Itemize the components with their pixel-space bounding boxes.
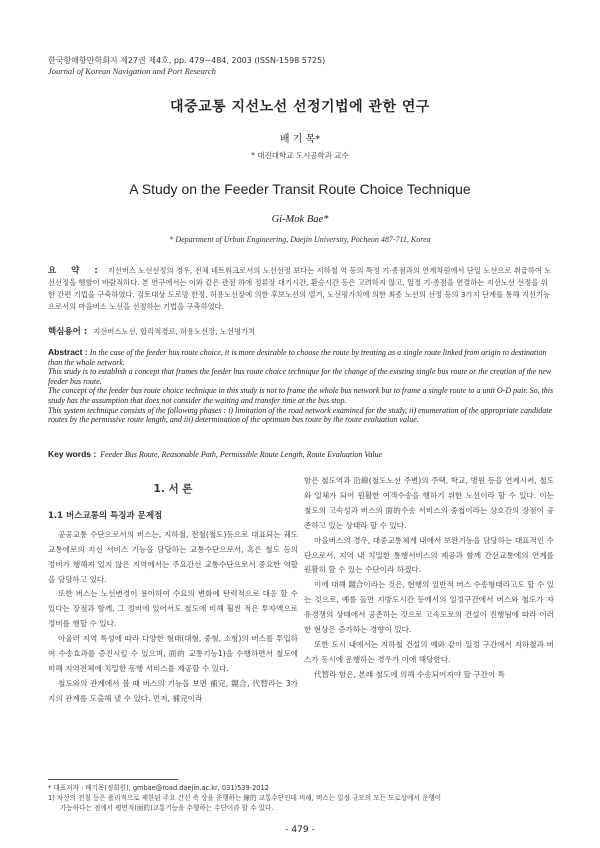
abstract-ko-label: 요 약 : xyxy=(48,266,104,276)
body-paragraph: 공공교통 수단으로서의 버스는, 지하철, 전철(철도)등으로 대표되는 궤도교통에로의 지선 서비스 기능을 담당하는 교통수단으로서, 혹은 철도 등의 정비가 행해져 있지 않은 지역에서는 주요간선 교통수단으로서 중요한 역할을 담당하고 있다. xyxy=(48,529,298,584)
footnote-1: 1) 차선의 전철 등은 폴리적으로 제한된 주요 간선 축 상을 운행하는 線的 교통수단인데 비해, 버스는 일정 규모의 모든 도로상에서 운행이 xyxy=(48,794,442,802)
body-paragraph: 代替라 함은, 본래 철도에 의해 수송되어져야 할 구간이 특 xyxy=(314,669,505,679)
section-title: 1. 서 론 xyxy=(153,483,193,495)
body-paragraph: 함은 철도역과 沿線(철도노선 주변)의 주택, 학교, 병원 등을 연계시켜, 철도와 일체가 되어 원활한 여객수송을 행하기 위한 노선이라 할 수 있다. 이는 철도의 고속성과 버스의 面的수송 서비스의 중첩이라는 상호간의 장점이 공존하고 있는 상태라 할 수 있다. xyxy=(304,476,554,530)
footnotes xyxy=(48,783,558,813)
abstract-ko xyxy=(48,265,554,313)
body-column-right xyxy=(304,474,554,683)
abstract-en-paragraph: The concept of the feeder bus route choice technique in this study is not to frame the whole bus network but to frame a single route to a unit O-D pair. So, this study has the assumption that does not consider the waiting and transfer time at the bus stop. xyxy=(48,386,554,405)
page-number: - 479 - xyxy=(285,825,315,835)
body-paragraph: 아울러 지역 특성에 따라 다양한 형태(대형, 중형, 소형)의 버스를 투입하여 수송효과를 증진시킬 수 있으며, 面的 교통기능1)을 수행하면서 철도에 비해 지역전체에 치밀한 동행 서비스를 제공할 수 있다. xyxy=(48,634,298,673)
subsection-title: 1.1 버스교통의 특징과 문제점 xyxy=(48,510,163,521)
keywords-en-text: Feeder Bus Route, Reasonable Path, Permissible Route Length, Route Evaluation Value xyxy=(100,450,383,459)
journal-name: Journal of Korean Navigation and Port Research xyxy=(48,66,216,76)
affiliation-en: * Department of Urban Engineering, Daejin University, Pocheon 487-711, Korea xyxy=(169,235,431,244)
author-ko: 배 기 목* xyxy=(279,134,321,145)
abstract-en-label: Abstract : xyxy=(48,347,88,357)
abstract-en-paragraph: This study is to establish a concept that frames the feeder bus route choice technique for the change of the existing single bus route or the creation of the new feeder bus route. xyxy=(48,367,552,386)
author-en: Gi-Mok Bae* xyxy=(271,214,329,225)
body-paragraph: 철도와의 관계에서 볼 때 버스의 기능을 보면 補完, 競合, 代替라는 3가지의 관계를 도출해 낼 수 있다. 먼저, 補完이라 xyxy=(48,678,298,703)
footnote-corresponding-author: * 대표저자 : 배기목(정회원), gmbae@road.daejin.ac.kr, 031)539-2012 xyxy=(48,784,269,792)
paper-title-en: A Study on the Feeder Transit Route Choice Technique xyxy=(129,181,471,197)
affiliation-ko: * 대진대학교 도시공학과 교수 xyxy=(251,151,349,160)
body-paragraph: 이에 대해 競合이라는 것은, 현행의 일반적 버스 수송형태라고도 할 수 있는 것으로, 예를 들면 지방도시간 등에서의 일정구간에서 버스와 철도가 자유경쟁의 상태에서 공존하는 것으로 고속도로의 건설이 진행됨에 따라 이러한 현상은 증가하는 경향이 있다. xyxy=(304,580,554,635)
journal-info xyxy=(48,55,325,77)
body-paragraph: 마을버스의 경우, 대중교통체계 내에서 보완기능을 담당하는 대표적인 수단으로서, 지역 내 치밀한 통행서비스의 제공과 함께 간선교통에의 연계를 원활히 할 수 있는 수단이라 하겠다. xyxy=(304,535,554,575)
journal-citation: 한국항해항만학회지 제27권 제4호, pp. 479~484, 2003 (ISSN-1598 5725) xyxy=(48,56,326,65)
abstract-en xyxy=(48,348,558,425)
body-paragraph: 또한 버스는 노선변경이 용이하여 수요의 변화에 탄력적으로 대응 할 수 있다는 장점과 함께, 그 정비에 있어서도 철도에 비해 훨씬 적은 투자액으로 정비를 행할 수 있다. xyxy=(48,589,298,629)
keywords-ko-text: 지선버스노선, 합리적경로, 허용노선장, 노선평가치 xyxy=(93,327,256,336)
keywords-ko xyxy=(48,325,554,337)
paper-title-ko: 대중교통 지선노선 선정기법에 관한 연구 xyxy=(170,99,430,115)
footnote-1-cont: 가능하다는 점에서 평면적(面的)교통기능을 수행하는 수단이라 할 수 있다. xyxy=(60,804,274,812)
abstract-en-paragraph: This system technique consists of the following phases : i) limitation of the road network examined for the study, ii) enumeration of the appropriate candidate routes by the permissive route length, and iii) determination of the optimum bus route by the route evaluation value. xyxy=(48,405,553,425)
keywords-ko-label: 핵심용어 : xyxy=(48,327,88,337)
keywords-en-label: Key words : xyxy=(48,449,97,459)
keywords-en xyxy=(48,449,558,459)
body-paragraph: 또한 도시 내에서는 지하철 건설의 예와 같이 일정 구간에서 지하철과 버스가 동시에 운행하는 경우가 이에 해당한다. xyxy=(304,639,554,664)
abstract-en-paragraph: In the case of the feeder bus route choice, it is more desirable to choose the route by treating as a single route linked from origin to destination than the whole network. xyxy=(48,348,547,367)
body-column-left xyxy=(48,474,298,707)
abstract-ko-text: 지선버스 노선선정의 경우, 전체 네트워크로서의 노선선정 보다는 지하철 역 등의 특정 기·종점과의 연계차원에서 단일 노선으로 취급하여 노선선정을 행함이 바람직하다. 본 연구에서는 이와 같은 관점 하에 정류장 대기시간, 환승시간 등은 고려하지 않고, 일정 기·종점을 연결하는 지선노선 선정을 위한 간편 기법을 구축하였다. 검토대상 도로망 한정, 허용노선장에 의한 후보노선의 열거, 노선평가치에 의한 최종 노선의 선정 등의 3가지 단계를 통해 지선기능으로서의 마을버스 노선을 선정하는 기법을 구축하였다. xyxy=(48,266,552,311)
footnote-divider xyxy=(48,779,178,780)
